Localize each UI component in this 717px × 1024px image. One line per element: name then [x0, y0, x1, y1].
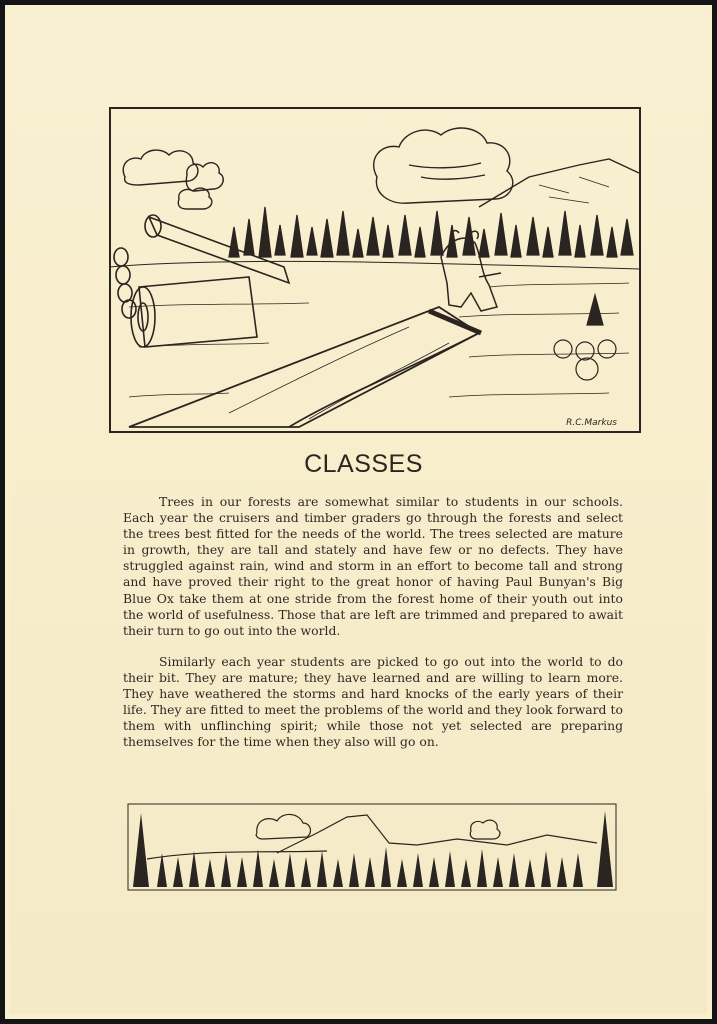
- page-title: CLASSES: [304, 450, 423, 478]
- yearbook-page: [10, 10, 707, 1014]
- paragraph: Trees in our forests are somewhat similar to students in our schools. Each year the cruisers and timber graders go through the forests and select the trees best fitted for the needs of the world. The trees selected are mature in growth, they are tall and stately and have few or no defects. They have struggled against rain, wind and storm in an effort to become tall and strong and have proved their right to the great honor of having Paul Bunyan's Big Blue Ox take them at one stride from the forest home of their youth out into the world of usefulness. Those that are left are trimmed and prepared to await their turn to go out into the world.: [123, 494, 623, 638]
- illustration-signature: R.C.Markus: [566, 418, 617, 428]
- body-text: [123, 494, 623, 765]
- paragraph: Similarly each year students are picked to go out into the world to do their bit. They are mature; they have learned and are willing to learn more. They have weathered the storms and hard knocks of the early years of their life. They are fitted to meet the problems of the world and they look forward to them with unflinching spirit; while those not yet selected are preparing themselves for the time when they also will go on.: [123, 653, 623, 750]
- logging-illustration: [109, 107, 641, 433]
- logging-drawing: [109, 107, 641, 433]
- forest-strip-drawing: [127, 803, 617, 891]
- forest-strip-illustration: [127, 803, 617, 891]
